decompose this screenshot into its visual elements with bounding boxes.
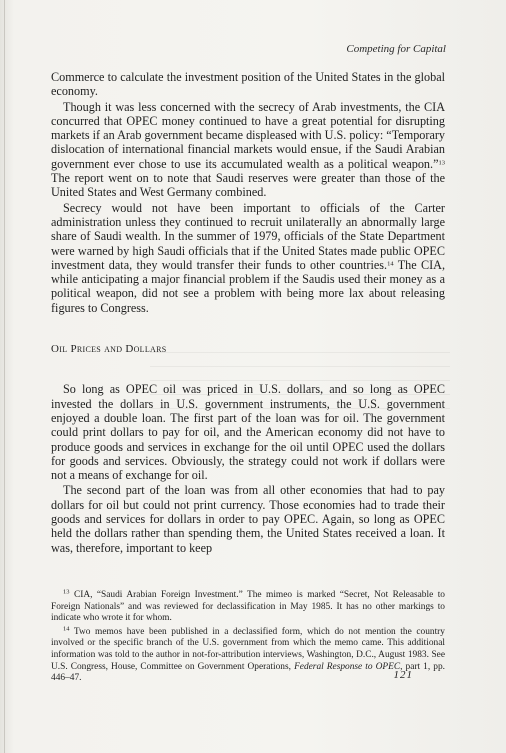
footnote-text: , part 1, pp. 446–47. — [51, 661, 445, 684]
section-heading: Oil Prices and Dollars — [51, 343, 167, 356]
paragraph — [51, 201, 445, 315]
body-text — [51, 70, 445, 555]
paragraph-text: The CIA, while anticipating a major financial problem if the Saudis used their money as a political weapon, did not see a problem with being more lax about releasing figures to Congress. — [51, 257, 446, 315]
running-head: Competing for Capital — [346, 43, 446, 55]
footnote — [51, 590, 445, 625]
page-number: 121 — [393, 669, 413, 681]
footnote-marker: 14 — [63, 625, 70, 633]
footnote-ref: 13 — [438, 159, 445, 167]
footnote-ref: 14 — [387, 260, 394, 268]
footnote-marker: 13 — [63, 588, 70, 596]
paragraph: The second part of the loan was from all other economies that had to pay dollars for oil but could not print currency. Those economies had to trade their goods and services for dollars in order to pay OPEC. Again, so long as OPEC held the dollars rather than spending them, the United States received a loan. It was, therefore, important to keep — [51, 483, 445, 555]
paragraph-text: The report went on to note that Saudi reserves were greater than those of the United States and West Germany combined. — [51, 171, 445, 200]
footnote-title: Federal Response to OPEC — [294, 661, 401, 672]
footnotes — [51, 590, 445, 687]
footnote — [51, 627, 445, 685]
paragraph — [51, 100, 445, 200]
footnote-text: Two memos have been published in a declassified form, which do not mention the country involved or the specific branch of the U.S. government from which the memo came. This additional information was told to the author in not-for-attribution interviews, Washington, D.C., August 1983. See U.S. Congress, House, Committee on Government Operations, — [51, 626, 445, 672]
paragraph-text: Though it was less concerned with the secrecy of Arab investments, the CIA concurred that OPEC money continued to have a great potential for disrupting markets if an Arab government became displeased with U.S. policy: “Temporary dislocation of international financial markets would ensue, if the Saudi Arabian government ever chose to use its accumulated wealth as a political weapon.” — [51, 99, 445, 171]
page-spine-edge — [4, 0, 5, 753]
paragraph: So long as OPEC oil was priced in U.S. dollars, and so long as OPEC invested the dollars in U.S. government instruments, the U.S. government enjoyed a double loan. The first part of the loan was for oil. The government could print dollars to pay for oil, and the American economy did not have to produce goods and services in exchange for the oil until OPEC used the dollars for goods and services. Obviously, the strategy could not work if dollars were not a means of exchange for oil. — [51, 382, 445, 483]
footnote-text: CIA, “Saudi Arabian Foreign Investment.” The mimeo is marked “Secret, Not Releasable to Foreign Nationals” and was reviewed for declassification in May 1985. It has no other markings to indicate who wrote it for whom. — [51, 590, 445, 624]
paragraph-text: Secrecy would not have been important to officials of the Carter administration unless they continued to recruit unilaterally an abnormally large share of Saudi wealth. In the summer of 1979, officials of the State Department were warned by high Saudi officials that if the United States made public OPEC investment data, they would transfer their funds to other countries. — [51, 200, 445, 272]
paragraph: Commerce to calculate the investment position of the United States in the global economy. — [51, 70, 445, 99]
